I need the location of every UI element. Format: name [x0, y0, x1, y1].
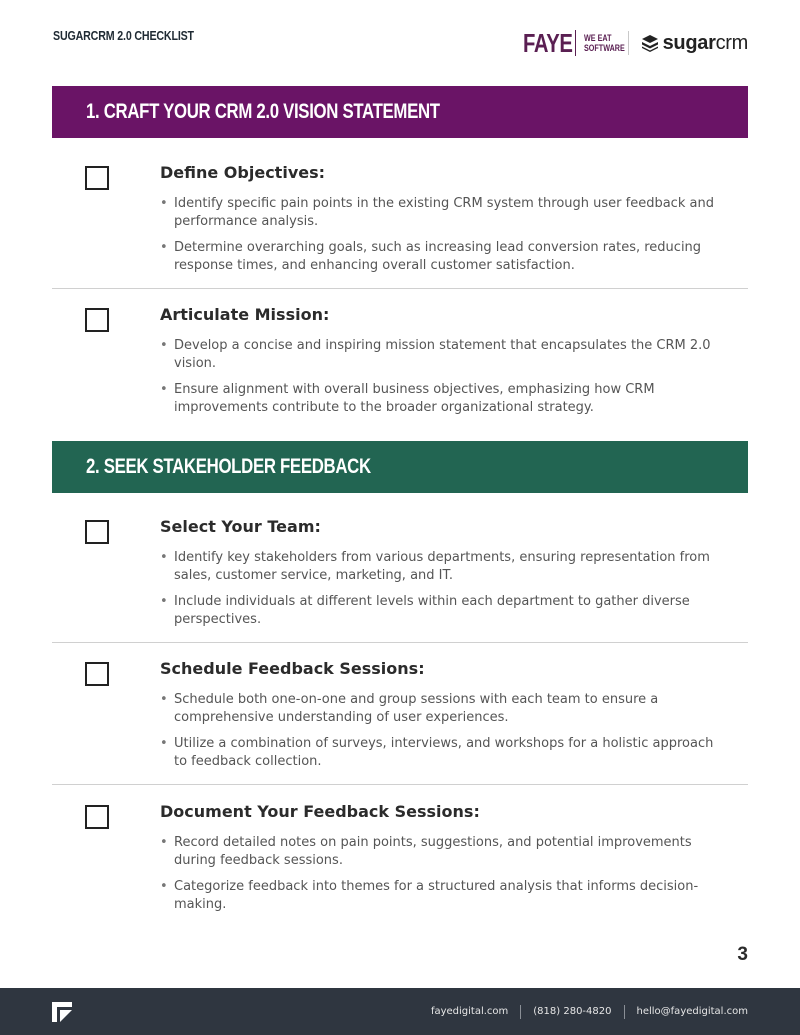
bullet-list	[160, 691, 720, 779]
footer-contact-links	[431, 988, 748, 1035]
item-title: Select Your Team:	[160, 517, 321, 536]
checkbox[interactable]	[85, 805, 109, 829]
bullet-list	[160, 195, 720, 283]
brand-separator	[628, 31, 629, 55]
item-title: Define Objectives:	[160, 163, 326, 182]
faye-logo-divider	[575, 30, 576, 56]
list-item: • Schedule both one-on-one and group sessions with each team to ensure a comprehensive understanding of user experiences.	[160, 691, 720, 727]
footer-separator	[624, 1005, 625, 1019]
checkbox[interactable]	[85, 520, 109, 544]
item-title: Document Your Feedback Sessions:	[160, 802, 480, 821]
section-title: 1. CRAFT YOUR CRM 2.0 VISION STATEMENT	[86, 100, 440, 123]
bullet-list	[160, 549, 720, 637]
section-title: 2. SEEK STAKEHOLDER FEEDBACK	[86, 455, 371, 478]
checkbox[interactable]	[85, 166, 109, 190]
sugarcrm-logo: sugarcrm	[641, 32, 748, 55]
list-item: • Utilize a combination of surveys, interviews, and workshops for a holistic approach to feedback collection.	[160, 735, 720, 771]
list-item: • Categorize feedback into themes for a structured analysis that informs decision-making.	[160, 878, 720, 914]
checklist-item-define-objectives	[52, 163, 748, 278]
checklist-item-articulate-mission	[52, 305, 748, 420]
section-header-vision	[52, 86, 748, 138]
divider	[52, 288, 748, 289]
bullet-list	[160, 337, 720, 425]
list-item: • Include individuals at different levels within each department to gather diverse perspectives.	[160, 593, 720, 629]
list-item: • Identify key stakeholders from various departments, ensuring representation from sales, customer service, marketing, and IT.	[160, 549, 720, 585]
list-item: • Ensure alignment with overall business objectives, emphasizing how CRM improvements contribute to the broader organizational strategy.	[160, 381, 720, 417]
footer-phone-link[interactable]: (818) 280-4820	[533, 1006, 612, 1017]
document-title: SUGARCRM 2.0 CHECKLIST	[53, 28, 194, 43]
list-item: • Determine overarching goals, such as increasing lead conversion rates, reducing response times, and enhancing overall customer satisfaction.	[160, 239, 720, 275]
checklist-item-schedule-sessions	[52, 659, 748, 774]
sugarcrm-cube-icon	[641, 34, 659, 52]
list-item: • Develop a concise and inspiring mission statement that encapsulates the CRM 2.0 vision.	[160, 337, 720, 373]
bullet-list	[160, 834, 720, 922]
footer-email-link[interactable]: hello@fayedigital.com	[636, 1006, 748, 1017]
footer	[0, 988, 800, 1035]
section-header-stakeholder-feedback	[52, 441, 748, 493]
divider	[52, 784, 748, 785]
brand-logos	[509, 28, 748, 58]
item-title: Articulate Mission:	[160, 305, 330, 324]
checklist-item-document-sessions	[52, 802, 748, 917]
faye-f-icon	[52, 1002, 72, 1022]
checkbox[interactable]	[85, 308, 109, 332]
list-item: • Record detailed notes on pain points, suggestions, and potential improvements during feedback sessions.	[160, 834, 720, 870]
checkbox[interactable]	[85, 662, 109, 686]
faye-logo: FAYE	[523, 27, 573, 58]
faye-tagline: WE EAT SOFTWARE	[583, 33, 625, 53]
divider	[52, 642, 748, 643]
checklist-item-select-team	[52, 517, 748, 632]
page-number: 3	[737, 944, 748, 965]
footer-separator	[520, 1005, 521, 1019]
footer-website-link[interactable]: fayedigital.com	[430, 1006, 509, 1017]
item-title: Schedule Feedback Sessions:	[160, 659, 425, 678]
list-item: • Identify specific pain points in the existing CRM system through user feedback and performance analysis.	[160, 195, 720, 231]
